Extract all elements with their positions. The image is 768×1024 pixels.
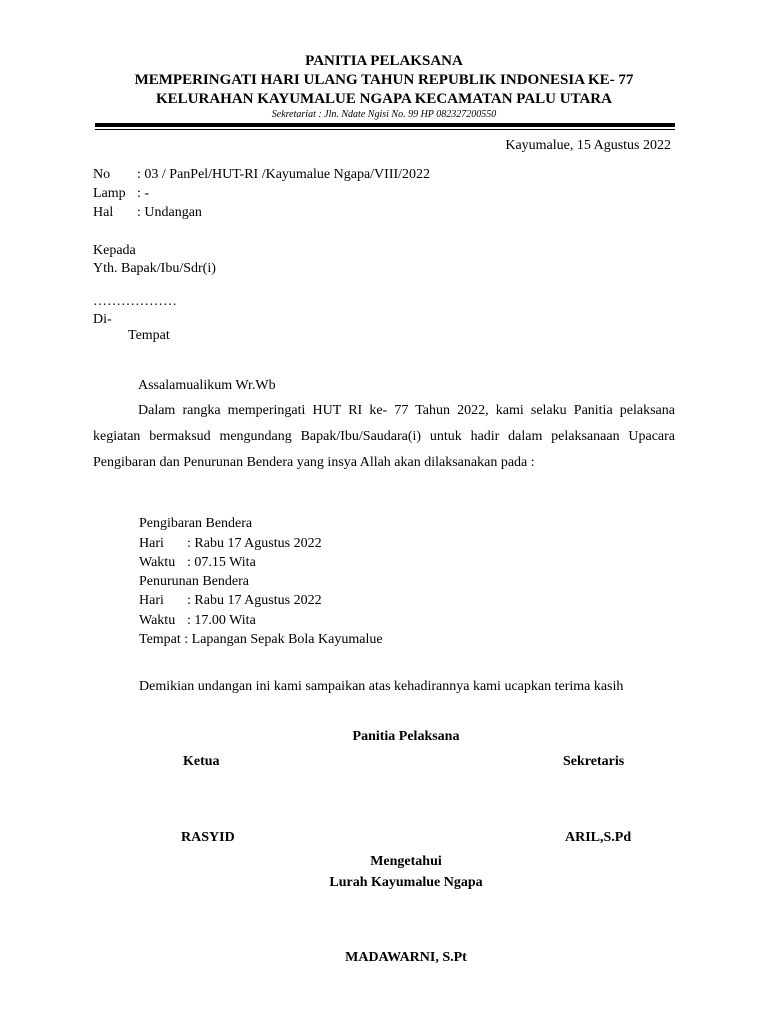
letter-date: Kayumalue, 15 Agustus 2022 <box>505 138 671 153</box>
signature-chair-name: RASYID <box>181 830 235 845</box>
schedule-lower-day-value: : Rabu 17 Agustus 2022 <box>187 593 322 608</box>
schedule-raise-time <box>139 554 256 572</box>
recipient-to: Kepada <box>93 243 136 258</box>
meta-subject-label: Hal <box>93 205 114 220</box>
schedule-lower-time-value: : 17.00 Wita <box>187 613 256 628</box>
recipient-di: Di- <box>93 312 112 327</box>
header-secretariat: Sekretariat : Jln. Ndate Ngisi No. 99 HP 082327200550 <box>271 109 497 120</box>
header-divider-thin <box>95 129 675 130</box>
body-paragraph <box>93 398 675 476</box>
signature-lurah-name: MADAWARNI, S.Pt <box>345 950 467 965</box>
schedule-raise-day <box>139 535 322 553</box>
schedule-raise-time-label: Waktu <box>139 555 176 570</box>
header-event: MEMPERINGATI HARI ULANG TAHUN REPUBLIK INDONESIA KE- 77 <box>134 72 634 88</box>
header-committee: PANITIA PELAKSANA <box>305 53 463 69</box>
schedule-lower-day <box>139 592 322 610</box>
recipient-yth: Yth. Bapak/Ibu/Sdr(i) <box>93 261 216 276</box>
header-divider-thick <box>95 123 675 127</box>
signature-committee: Panitia Pelaksana <box>352 729 460 744</box>
signature-lurah-title: Lurah Kayumalue Ngapa <box>329 875 483 890</box>
meta-attachment <box>93 185 149 203</box>
meta-attachment-label: Lamp <box>93 186 126 201</box>
schedule-place-value: : Lapangan Sepak Bola Kayumalue <box>184 632 383 647</box>
signature-secretary-name: ARIL,S.Pd <box>565 830 632 845</box>
recipient-dots: ……………… <box>93 294 177 309</box>
schedule-lower-day-label: Hari <box>139 593 164 608</box>
meta-subject-value: : Undangan <box>137 205 202 220</box>
schedule-raise-time-value: : 07.15 Wita <box>187 555 256 570</box>
meta-subject <box>93 204 202 222</box>
greeting: Assalamualikum Wr.Wb <box>138 378 276 393</box>
body-paragraph-text: Dalam rangka memperingati HUT RI ke- 77 Tahun 2022, kami selaku Panitia pelaksana kegiatan bermaksud mengundang Bapak/Ibu/Saudara(i) untuk hadir dalam pelaksanaan Upacara Pengibaran dan Penurunan Bendera yang insya Allah akan dilaksanakan pada : <box>93 403 675 470</box>
signature-chair-title: Ketua <box>183 754 220 769</box>
signature-acknowledged: Mengetahui <box>370 854 442 869</box>
schedule-raise-day-label: Hari <box>139 536 164 551</box>
schedule-raise-title: Pengibaran Bendera <box>139 516 253 531</box>
schedule-lower-title: Penurunan Bendera <box>139 574 250 589</box>
schedule-place <box>139 631 383 649</box>
closing-sentence: Demikian undangan ini kami sampaikan atas kehadirannya kami ucapkan terima kasih <box>139 679 624 694</box>
schedule-lower-time <box>139 612 256 630</box>
meta-attachment-value: : - <box>137 186 150 201</box>
meta-number-value: : 03 / PanPel/HUT-RI /Kayumalue Ngapa/VIII/2022 <box>137 167 431 182</box>
schedule-place-label: Tempat <box>139 632 181 647</box>
signature-secretary-title: Sekretaris <box>563 754 625 769</box>
meta-number <box>93 166 430 184</box>
recipient-place: Tempat <box>128 328 170 343</box>
schedule-lower-time-label: Waktu <box>139 613 176 628</box>
header-location: KELURAHAN KAYUMALUE NGAPA KECAMATAN PALU UTARA <box>156 91 612 107</box>
schedule-raise-day-value: : Rabu 17 Agustus 2022 <box>187 536 322 551</box>
meta-number-label: No <box>93 167 111 182</box>
